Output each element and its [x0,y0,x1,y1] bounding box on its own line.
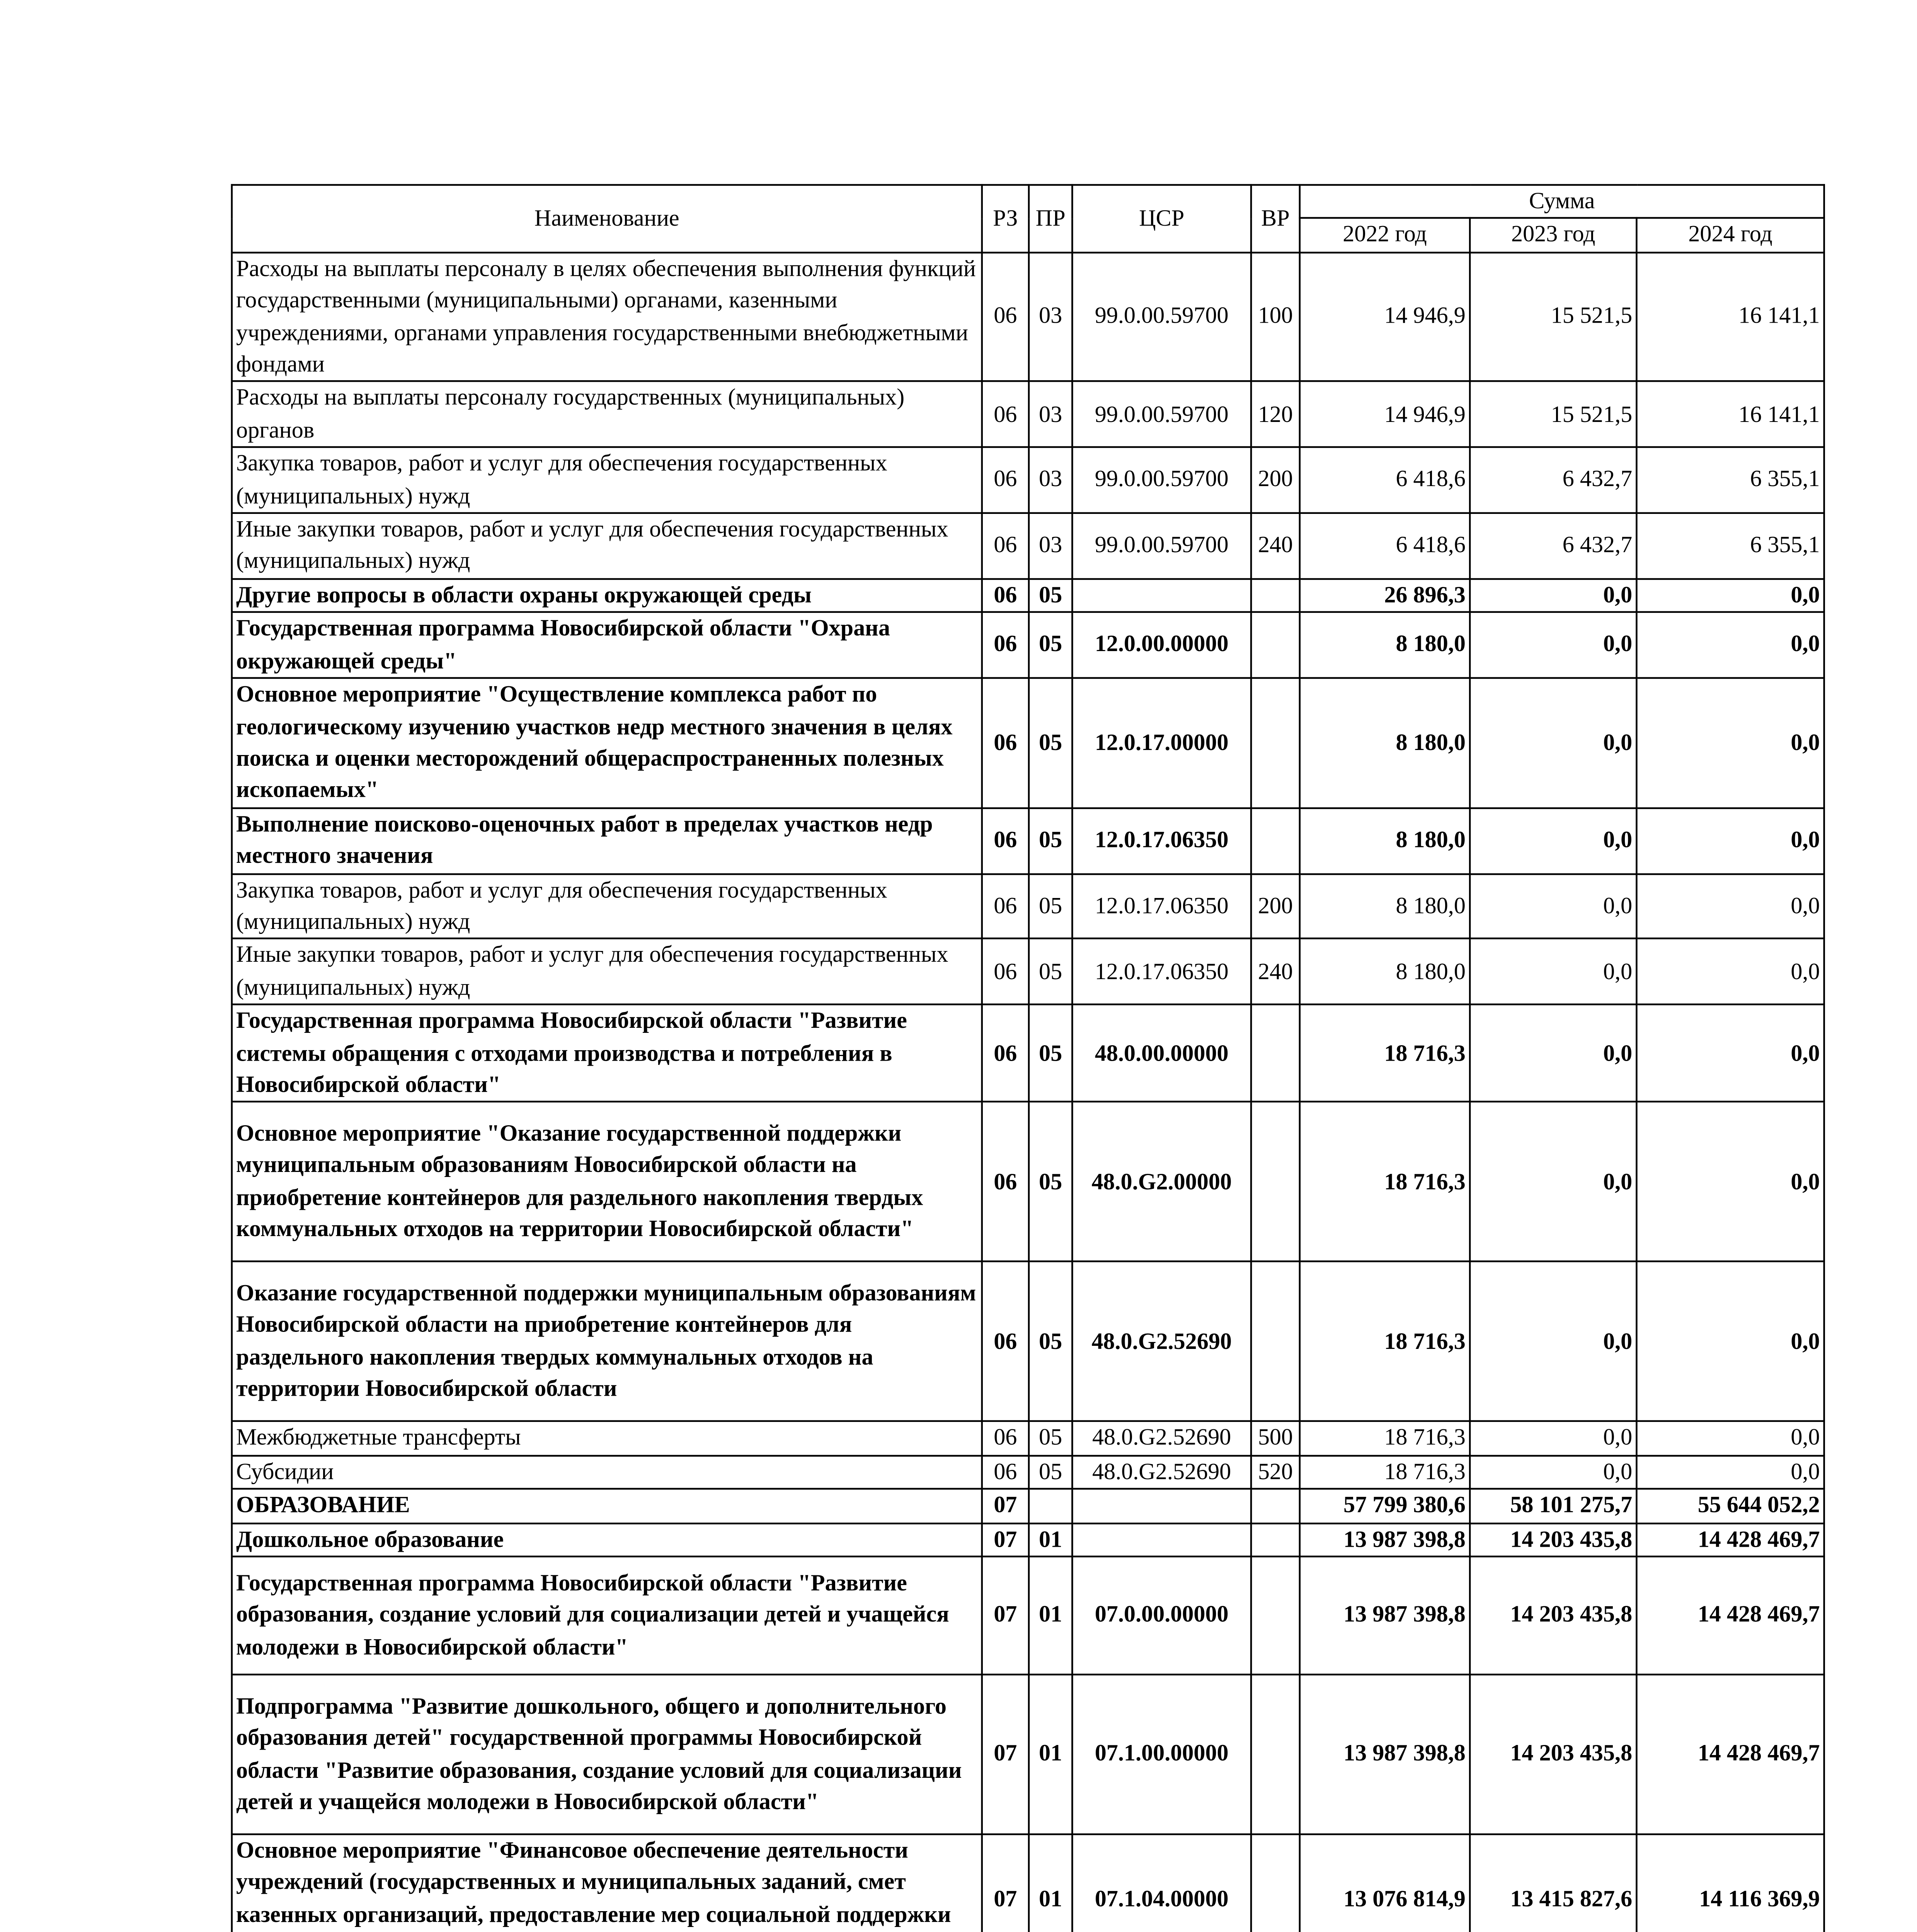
cell-2023: 0,0 [1470,612,1636,678]
cell-pr: 03 [1029,252,1072,382]
cell-vr: 520 [1251,1456,1300,1489]
cell-rz: 06 [982,1456,1029,1489]
cell-2024: 0,0 [1636,1005,1824,1102]
cell-rz: 06 [982,1005,1029,1102]
cell-vr: 500 [1251,1422,1300,1455]
cell-rz: 07 [982,1489,1029,1523]
cell-2023: 14 203 435,8 [1470,1556,1636,1675]
table-row [232,579,1824,612]
header-year-2022: 2022 год [1300,219,1470,252]
cell-2022: 14 946,9 [1300,382,1470,447]
cell-2022: 8 180,0 [1300,939,1470,1005]
cell-pr: 01 [1029,1675,1072,1834]
header-vr: ВР [1251,185,1300,252]
cell-2023: 14 203 435,8 [1470,1523,1636,1556]
cell-2023: 0,0 [1470,1456,1636,1489]
cell-vr [1251,1834,1300,1932]
cell-csr: 07.1.04.00000 [1072,1834,1251,1932]
cell-2024: 14 428 469,7 [1636,1556,1824,1675]
cell-2023: 0,0 [1470,678,1636,808]
table-row [232,678,1824,808]
cell-name: Подпрограмма "Развитие дошкольного, общего и дополнительного образования детей" государственной программы Новосибирской области "Развитие образования, создание условий для социализации детей и учащейся молодежи в Новосибирской области" [232,1675,982,1834]
cell-pr: 05 [1029,612,1072,678]
cell-pr: 05 [1029,1102,1072,1262]
table-row [232,1489,1824,1523]
cell-rz: 07 [982,1523,1029,1556]
table-row [232,1456,1824,1489]
cell-csr: 12.0.17.00000 [1072,678,1251,808]
cell-2022: 18 716,3 [1300,1422,1470,1455]
table-row [232,1005,1824,1102]
cell-2022: 18 716,3 [1300,1456,1470,1489]
header-rz: РЗ [982,185,1029,252]
cell-name: Закупка товаров, работ и услуг для обеспечения государственных (муниципальных) нужд [232,873,982,939]
cell-rz: 06 [982,382,1029,447]
cell-2023: 6 432,7 [1470,513,1636,579]
cell-2023: 14 203 435,8 [1470,1675,1636,1834]
cell-2023: 0,0 [1470,808,1636,873]
cell-vr: 100 [1251,252,1300,382]
cell-2022: 6 418,6 [1300,513,1470,579]
cell-2022: 6 418,6 [1300,447,1470,513]
table-row [232,447,1824,513]
cell-2024: 14 428 469,7 [1636,1675,1824,1834]
cell-2022: 18 716,3 [1300,1102,1470,1262]
cell-csr [1072,1523,1251,1556]
cell-2022: 13 076 814,9 [1300,1834,1470,1932]
cell-2024: 0,0 [1636,1422,1824,1455]
cell-rz: 06 [982,1102,1029,1262]
table-row [232,382,1824,447]
cell-rz: 06 [982,252,1029,382]
cell-name: Иные закупки товаров, работ и услуг для обеспечения государственных (муниципальных) нужд [232,513,982,579]
cell-name: Другие вопросы в области охраны окружающей среды [232,579,982,612]
cell-2022: 8 180,0 [1300,612,1470,678]
table-header [232,185,1824,252]
cell-csr: 48.0.G2.52690 [1072,1456,1251,1489]
cell-name: Субсидии [232,1456,982,1489]
cell-csr: 48.0.G2.52690 [1072,1422,1251,1455]
cell-2024: 0,0 [1636,678,1824,808]
cell-vr: 240 [1251,939,1300,1005]
header-year-2024: 2024 год [1636,219,1824,252]
cell-2024: 0,0 [1636,1102,1824,1262]
cell-name: Выполнение поисково-оценочных работ в пределах участков недр местного значения [232,808,982,873]
cell-2022: 14 946,9 [1300,252,1470,382]
table-row [232,1523,1824,1556]
cell-name: Дошкольное образование [232,1523,982,1556]
cell-csr: 12.0.17.06350 [1072,808,1251,873]
cell-2022: 8 180,0 [1300,808,1470,873]
cell-2024: 6 355,1 [1636,513,1824,579]
cell-csr: 48.0.00.00000 [1072,1005,1251,1102]
table-row [232,1102,1824,1262]
cell-csr: 99.0.00.59700 [1072,252,1251,382]
cell-name: Расходы на выплаты персоналу в целях обеспечения выполнения функций государственными (муниципальными) органами, казенными учреждениями, органами управления государственными внебюджетными фондами [232,252,982,382]
cell-csr: 12.0.17.06350 [1072,873,1251,939]
cell-name: Государственная программа Новосибирской области "Развитие образования, создание условий для социализации детей и учащейся молодежи в Новосибирской области" [232,1556,982,1675]
cell-2024: 0,0 [1636,612,1824,678]
cell-vr [1251,579,1300,612]
cell-2022: 18 716,3 [1300,1262,1470,1422]
cell-2024: 0,0 [1636,873,1824,939]
cell-2023: 0,0 [1470,1262,1636,1422]
cell-vr [1251,612,1300,678]
cell-2022: 13 987 398,8 [1300,1523,1470,1556]
cell-name: Межбюджетные трансферты [232,1422,982,1455]
cell-pr: 05 [1029,939,1072,1005]
cell-pr: 03 [1029,513,1072,579]
cell-rz: 06 [982,808,1029,873]
cell-rz: 07 [982,1834,1029,1932]
cell-pr: 01 [1029,1523,1072,1556]
table-row [232,1262,1824,1422]
cell-name: Основное мероприятие "Осуществление комплекса работ по геологическому изучению участков недр местного значения в целях поиска и оценки месторождений общераспространенных полезных ископаемых" [232,678,982,808]
cell-vr [1251,1005,1300,1102]
cell-csr [1072,579,1251,612]
table-row [232,612,1824,678]
cell-vr [1251,1556,1300,1675]
cell-2024: 14 428 469,7 [1636,1523,1824,1556]
cell-2023: 0,0 [1470,939,1636,1005]
cell-2024: 0,0 [1636,808,1824,873]
cell-pr: 05 [1029,808,1072,873]
cell-vr: 240 [1251,513,1300,579]
table-row [232,808,1824,873]
table-row [232,873,1824,939]
header-sum: Сумма [1300,185,1824,219]
cell-name: Закупка товаров, работ и услуг для обеспечения государственных (муниципальных) нужд [232,447,982,513]
cell-vr [1251,1102,1300,1262]
cell-2023: 0,0 [1470,579,1636,612]
cell-vr [1251,1262,1300,1422]
cell-pr: 05 [1029,1262,1072,1422]
table-body [232,252,1824,1932]
cell-rz: 06 [982,447,1029,513]
header-year-2023: 2023 год [1470,219,1636,252]
cell-2024: 0,0 [1636,1262,1824,1422]
cell-2022: 26 896,3 [1300,579,1470,612]
cell-csr: 07.0.00.00000 [1072,1556,1251,1675]
cell-csr: 12.0.17.06350 [1072,939,1251,1005]
table-row [232,252,1824,382]
cell-2024: 16 141,1 [1636,252,1824,382]
cell-csr [1072,1489,1251,1523]
table-row [232,939,1824,1005]
cell-rz: 06 [982,513,1029,579]
cell-pr: 05 [1029,1422,1072,1455]
cell-2024: 16 141,1 [1636,382,1824,447]
cell-pr: 05 [1029,1005,1072,1102]
cell-pr: 05 [1029,1456,1072,1489]
cell-pr: 01 [1029,1834,1072,1932]
cell-2023: 6 432,7 [1470,447,1636,513]
cell-2023: 0,0 [1470,1422,1636,1455]
cell-rz: 06 [982,939,1029,1005]
cell-pr: 01 [1029,1556,1072,1675]
cell-pr: 05 [1029,873,1072,939]
cell-rz: 07 [982,1556,1029,1675]
table-row [232,1675,1824,1834]
cell-name: Государственная программа Новосибирской области "Развитие системы обращения с отходами производства и потребления в Новосибирской области" [232,1005,982,1102]
cell-name: Иные закупки товаров, работ и услуг для обеспечения государственных (муниципальных) нужд [232,939,982,1005]
cell-2022: 18 716,3 [1300,1005,1470,1102]
cell-csr: 12.0.00.00000 [1072,612,1251,678]
budget-table [231,184,1825,1932]
cell-2023: 15 521,5 [1470,382,1636,447]
cell-2024: 55 644 052,2 [1636,1489,1824,1523]
cell-name: Государственная программа Новосибирской области "Охрана окружающей среды" [232,612,982,678]
cell-csr: 99.0.00.59700 [1072,382,1251,447]
cell-vr [1251,808,1300,873]
cell-2024: 0,0 [1636,579,1824,612]
cell-csr: 48.0.G2.00000 [1072,1102,1251,1262]
cell-2023: 13 415 827,6 [1470,1834,1636,1932]
cell-vr [1251,1523,1300,1556]
cell-2023: 0,0 [1470,873,1636,939]
cell-csr: 99.0.00.59700 [1072,447,1251,513]
table-row [232,1422,1824,1455]
cell-rz: 06 [982,579,1029,612]
cell-2023: 0,0 [1470,1102,1636,1262]
cell-rz: 06 [982,612,1029,678]
cell-2024: 0,0 [1636,1456,1824,1489]
cell-pr: 03 [1029,382,1072,447]
cell-rz: 06 [982,1422,1029,1455]
cell-2024: 14 116 369,9 [1636,1834,1824,1932]
cell-rz: 06 [982,1262,1029,1422]
table-row [232,1556,1824,1675]
header-name: Наименование [232,185,982,252]
cell-pr: 05 [1029,579,1072,612]
cell-2024: 6 355,1 [1636,447,1824,513]
cell-pr [1029,1489,1072,1523]
cell-2023: 0,0 [1470,1005,1636,1102]
cell-2022: 57 799 380,6 [1300,1489,1470,1523]
table-row [232,513,1824,579]
header-pr: ПР [1029,185,1072,252]
cell-2022: 8 180,0 [1300,678,1470,808]
cell-2022: 13 987 398,8 [1300,1556,1470,1675]
cell-csr: 07.1.00.00000 [1072,1675,1251,1834]
cell-2023: 15 521,5 [1470,252,1636,382]
table-row [232,1834,1824,1932]
cell-pr: 05 [1029,678,1072,808]
cell-2022: 8 180,0 [1300,873,1470,939]
cell-pr: 03 [1029,447,1072,513]
cell-csr: 48.0.G2.52690 [1072,1262,1251,1422]
cell-vr [1251,1489,1300,1523]
cell-vr [1251,678,1300,808]
cell-rz: 06 [982,678,1029,808]
cell-vr: 120 [1251,382,1300,447]
cell-rz: 06 [982,873,1029,939]
cell-vr [1251,1675,1300,1834]
cell-name: Расходы на выплаты персоналу государственных (муниципальных) органов [232,382,982,447]
cell-name: Оказание государственной поддержки муниципальным образованиям Новосибирской области на приобретение контейнеров для раздельного накопления твердых коммунальных отходов на территории Новосибирской области [232,1262,982,1422]
cell-vr: 200 [1251,873,1300,939]
cell-2024: 0,0 [1636,939,1824,1005]
header-csr: ЦСР [1072,185,1251,252]
cell-csr: 99.0.00.59700 [1072,513,1251,579]
cell-name: ОБРАЗОВАНИЕ [232,1489,982,1523]
cell-vr: 200 [1251,447,1300,513]
cell-name: Основное мероприятие "Оказание государственной поддержки муниципальным образованиям Новосибирской области на приобретение контейнеров для раздельного накопления твердых коммунальных отходов на территории Новосибирской области" [232,1102,982,1262]
cell-2022: 13 987 398,8 [1300,1675,1470,1834]
cell-name: Основное мероприятие "Финансовое обеспечение деятельности учреждений (государственных и муниципальных заданий, смет казенных организаций, предоставление мер социальной поддержки [232,1834,982,1932]
cell-rz: 07 [982,1675,1029,1834]
cell-2023: 58 101 275,7 [1470,1489,1636,1523]
